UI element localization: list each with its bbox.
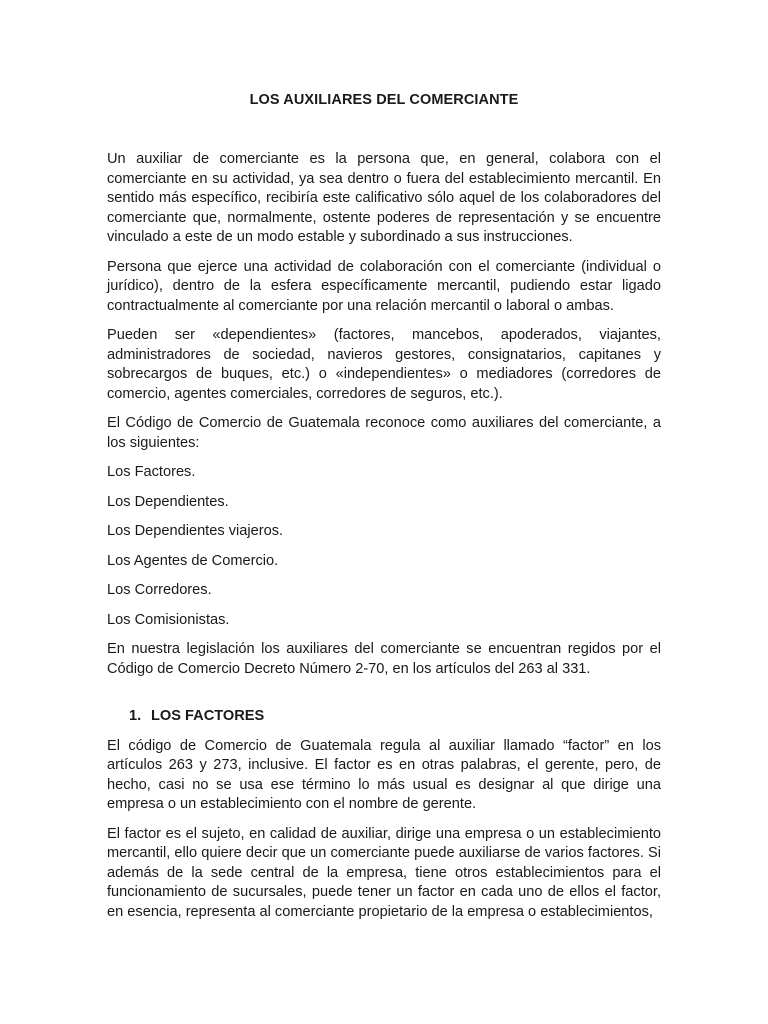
list-item: Los Corredores. (107, 582, 212, 598)
list-item: Los Agentes de Comercio. (107, 552, 279, 569)
section-paragraph: El código de Comercio de Guatemala regula al auxiliar llamado “factor” en los artículos 263 y 273, inclusive. El factor es en otras palabras, el gerente, pero, de hecho, casi no se usa ese término lo más usual es designar al que dirige una empresa o un establecimiento con el nombre de gerente. (107, 737, 661, 812)
list-item: Los Dependientes. (107, 493, 229, 510)
paragraph: Pueden ser «dependientes» (factores, mancebos, apoderados, viajantes, administradores de sociedad, navieros gestores, consignatarios, capitanes y sobrecargos de buques, etc.) o «independientes» o mediadores (corredores de comercio, agentes comerciales, corredores de seguros, etc.). (107, 327, 661, 402)
document-title: LOS AUXILIARES DEL COMERCIANTE (249, 92, 519, 108)
paragraph: Persona que ejerce una actividad de colaboración con el comerciante (individual o jurídico), dentro de la esfera específicamente mercantil, pudiendo estar ligado contractualmente al comerciante por una relación mercantil o laboral o ambas. (107, 258, 661, 314)
list-item: Los Dependientes viajeros. (107, 523, 284, 539)
section-heading-text: LOS FACTORES (151, 708, 265, 724)
list-item: Los Factores. (107, 464, 196, 480)
paragraph: El Código de Comercio de Guatemala reconoce como auxiliares del comerciante, a los siguientes: (107, 415, 661, 451)
section-heading (107, 707, 661, 727)
closing-paragraph: En nuestra legislación los auxiliares del comerciante se encuentran regidos por el Código de Comercio Decreto Número 2-70, en los artículos del 263 al 331. (107, 641, 661, 677)
section-paragraph: El factor es el sujeto, en calidad de auxiliar, dirige una empresa o un establecimiento mercantil, ello quiere decir que un comerciante puede auxiliarse de varios factores. Si además de la sede central de la empresa, tiene otros establecimientos para el funcionamiento de sucursales, puede tener un factor en cada uno de ellos el factor, en esencia, representa al comerciante propietario de la empresa o establecimientos, (107, 825, 661, 920)
list-item: Los Comisionistas. (107, 611, 230, 628)
document-body (107, 150, 661, 932)
paragraph: Un auxiliar de comerciante es la persona que, en general, colabora con el comerciante en su actividad, ya sea dentro o fuera del establecimiento mercantil. En sentido más específico, recibiría este calificativo sólo aquel de los colaboradores del comerciante que, normalmente, ostente poderes de representación y se encuentre vinculado a este de un modo estable y subordinado a sus instrucciones. (107, 151, 661, 245)
section-number: 1. (129, 708, 142, 724)
